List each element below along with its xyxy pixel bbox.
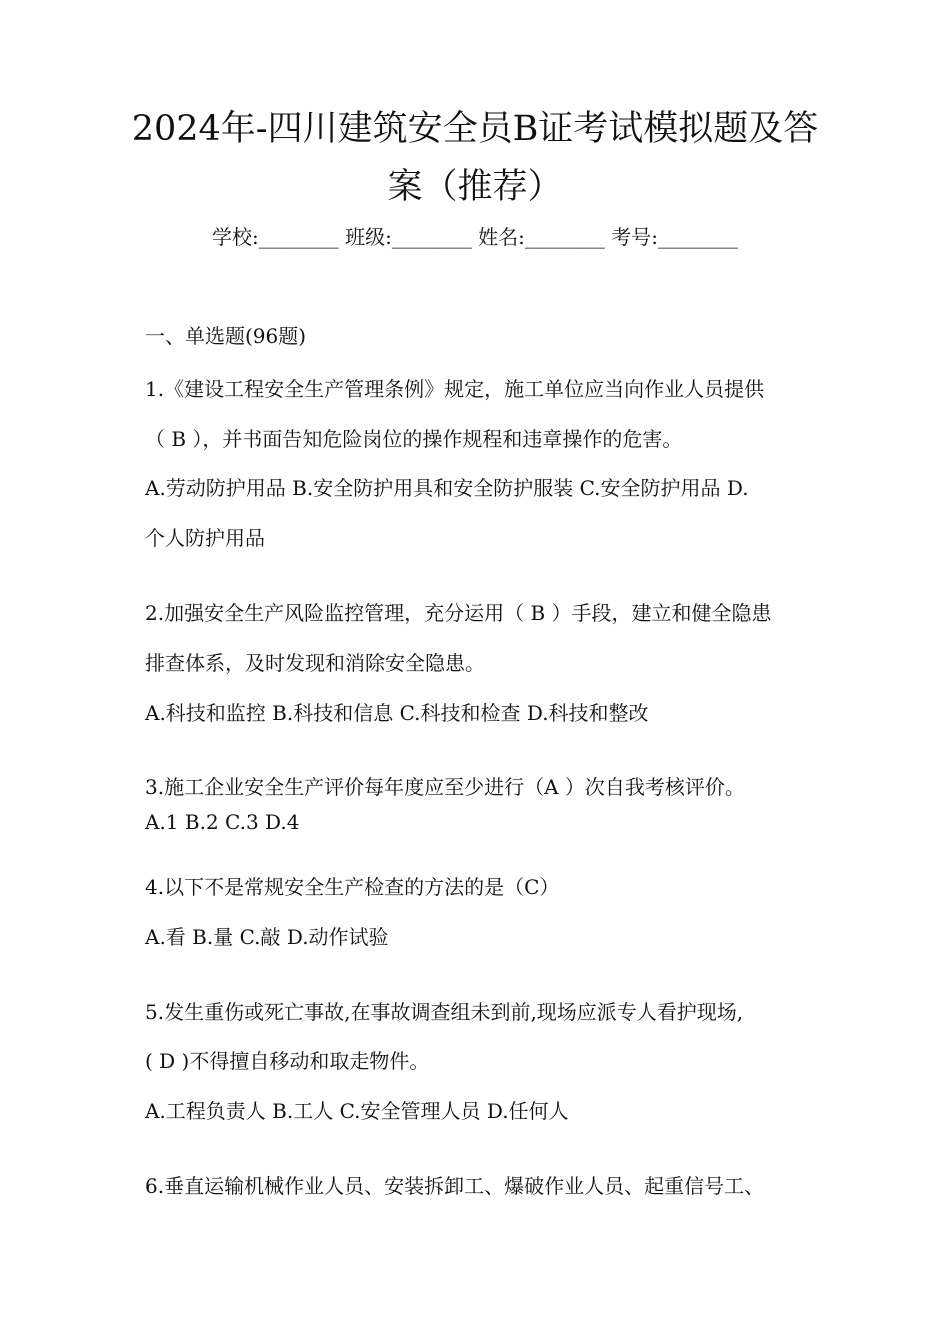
question-1-options-line-1: A.劳动防护用品 B.安全防护用具和安全防护服装 C.安全防护用品 D. <box>145 476 749 500</box>
question-4-line-1: 4.以下不是常规安全生产检查的方法的是（C） <box>145 875 560 899</box>
question-1-options-line-2: 个人防护用品 <box>145 526 265 550</box>
question-3-line-1: 3.施工企业安全生产评价每年度应至少进行（A ）次自我考核评价。 <box>145 775 745 799</box>
question-5-options-line-1: A.工程负责人 B.工人 C.安全管理人员 D.任何人 <box>145 1099 569 1123</box>
question-1-line-1: 1.《建设工程安全生产管理条例》规定，施工单位应当向作业人员提供 <box>145 377 765 401</box>
section-heading: 一、单选题(96题) <box>145 324 307 348</box>
question-4-options-line-1: A.看 B.量 C.敲 D.动作试验 <box>145 925 389 949</box>
question-5-line-1: 5.发生重伤或死亡事故,在事故调查组未到前,现场应派专人看护现场, <box>145 1000 744 1024</box>
question-5-line-2: ( D )不得擅自移动和取走物件。 <box>145 1049 430 1073</box>
question-2-options-line-1: A.科技和监控 B.科技和信息 C.科技和检查 D.科技和整改 <box>145 701 649 725</box>
question-6-line-1: 6.垂直运输机械作业人员、安装拆卸工、爆破作业人员、起重信号工、 <box>145 1174 765 1198</box>
question-2-line-1: 2.加强安全生产风险监控管理，充分运用（ B ）手段，建立和健全隐患 <box>145 601 772 625</box>
student-info-line: 学校:________ 班级:________ 姓名:________ 考号:________ <box>211 225 739 249</box>
question-1-line-2: （ B ），并书面告知危险岗位的操作规程和违章操作的危害。 <box>145 427 683 451</box>
question-3-options-line-1: A.1 B.2 C.3 D.4 <box>145 810 300 834</box>
document-title: 2024年-四川建筑安全员B证考试模拟题及答案（推荐） <box>131 109 819 207</box>
question-2-line-2: 排查体系，及时发现和消除安全隐患。 <box>145 651 485 675</box>
